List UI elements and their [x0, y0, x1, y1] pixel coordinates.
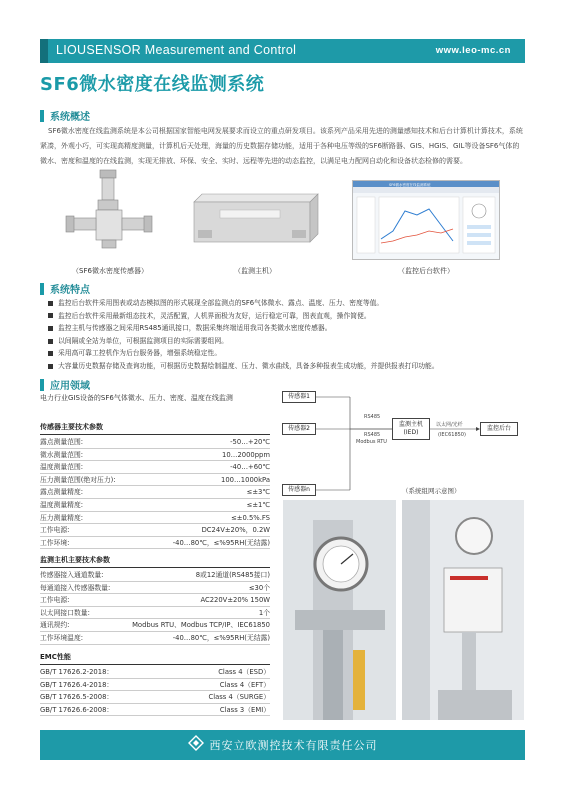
software-screenshot — [352, 180, 500, 260]
table-row: 压力测量精度: ≤±0.5%.FS — [40, 512, 270, 525]
site-photo-right — [402, 500, 524, 720]
sensor-spec-table — [40, 422, 270, 549]
table-row: GB/T 17626.6-2008： Class 3（EMI） — [40, 704, 270, 717]
sensor-1-box: 传感器1 — [282, 391, 316, 403]
application-heading-text: 应用领域 — [50, 381, 90, 392]
heading-bar — [40, 379, 44, 391]
table-row: GB/T 17626.4-2018： Class 4（EFT） — [40, 679, 270, 692]
header-accent — [40, 39, 48, 63]
feature-list — [48, 297, 528, 373]
bullet-icon — [48, 339, 53, 344]
table-row: 温度测量范围: -40…+60℃ — [40, 461, 270, 474]
software-title-text: SF6微水密度在线监测系统 — [389, 183, 431, 187]
application-heading — [40, 377, 90, 392]
table-row: 工作环境温度: -40…80℃，≤%95RH(无结露) — [40, 632, 270, 645]
list-item: 监控主机与传感器之间采用RS485通讯接口，数据采集终端适用我司各类微水密度传感器。 — [48, 322, 528, 335]
features-heading-text: 系统特点 — [50, 285, 90, 296]
overview-text: SF6微水密度在线监测系统是本公司根据国家智能电网发展要求而设立的重点研发项目。该系列产品采用先进的测量感知技术和后台计算机计算技术，系统紧凑，外观小巧，可实现高精度测量，计算机后天处理，海量的历史数据存储功能，适用于各种电压等级的SF6断路器、GIS、HGIS、GIL等设备SF6气体的微水、密度和温度的在线监测，实现无排放、环保、安全、实时、远程等先进的动态监控，以满足电力配网自动化和设备状态检修的需要。 — [40, 127, 523, 165]
heading-bar — [40, 283, 44, 295]
software-caption: （监控后台软件） — [398, 267, 454, 275]
website-url[interactable]: www.leo-mc.cn — [435, 45, 511, 56]
table-row: 微水测量范围: 10…2000ppm — [40, 449, 270, 462]
application-text: 电力行业GIS设备的SF6气体微水、压力、密度、温度在线监测 — [40, 394, 233, 402]
table-row: 温度测量精度: ≤±1℃ — [40, 499, 270, 512]
table-row: GB/T 17626.2-2018： Class 4（ESD） — [40, 666, 270, 679]
sensor-2-box: 传感器2 — [282, 423, 316, 435]
diagram-caption: （系统组网示意图） — [402, 487, 461, 495]
list-item: 以间隔或全站为单位，可根据监测项目的实际需要组网。 — [48, 335, 528, 348]
heading-bar — [40, 110, 44, 122]
site-photo-left — [283, 500, 396, 720]
bullet-icon — [48, 351, 53, 356]
list-item: 大容量历史数据存储及查询功能，可根据历史数据绘制温度、压力、微水曲线，具备多种报表生成功能，并提供报表打印功能。 — [48, 360, 528, 373]
list-item: 采用高可靠工控机作为后台服务器，增强系统稳定性。 — [48, 347, 528, 360]
table-row: 工作电源: AC220V±20% 150W — [40, 594, 270, 607]
company-logo-icon — [188, 735, 204, 755]
overview-heading-text: 系统概述 — [50, 112, 90, 123]
list-item: 监控后台软件采用图表或动态模拟图的形式展现全部监测点的SF6气体微水、露点、温度、压力、密度等值。 — [48, 297, 528, 310]
table-heading: 监测主机主要技术参数 — [40, 555, 270, 568]
table-row: 压力测量范围(绝对压力): 100…1000kPa — [40, 474, 270, 487]
table-row: GB/T 17626.5-2008： Class 4（SURGE） — [40, 691, 270, 704]
backend-box: 监控后台 — [480, 422, 518, 436]
bullet-icon — [48, 364, 53, 369]
header-bar — [40, 39, 525, 63]
rs485-label: RS485 — [364, 432, 381, 438]
overview-heading — [40, 108, 90, 123]
bullet-icon — [48, 313, 53, 318]
host-caption: （监测主机） — [234, 267, 276, 275]
list-item: 监控后台软件采用最新组态技术，灵活配置，人机界面极为友好，运行稳定可靠，图表直观，操作简便。 — [48, 310, 528, 323]
sensor-n-box: 传感器n — [282, 484, 316, 496]
company-name: 西安立欧测控技术有限责任公司 — [209, 739, 378, 752]
emc-spec-table — [40, 652, 270, 716]
table-row: 露点测量范围: -50…+20℃ — [40, 436, 270, 449]
table-row: 露点测量精度: ≤±3℃ — [40, 486, 270, 499]
table-row: 工作电源: DC24V±20%，0.2W — [40, 524, 270, 537]
bullet-icon — [48, 326, 53, 331]
host-image — [190, 190, 320, 254]
table-row: 工作环境: -40…80℃，≤%95RH(无结露) — [40, 537, 270, 550]
table-row: 以太网接口数量: 1个 — [40, 607, 270, 620]
modbus-label: Modbus RTU — [356, 439, 387, 445]
brand-name: LIOUSENSOR Measurement and Control — [56, 43, 297, 57]
network-diagram — [280, 388, 520, 498]
host-ied-box: 监测主机 (IED) — [392, 418, 430, 440]
bullet-icon — [48, 301, 53, 306]
table-row: 每通道接入传感器数量: ≤30个 — [40, 582, 270, 595]
sensor-image — [62, 168, 158, 260]
host-spec-table — [40, 555, 270, 645]
features-heading — [40, 281, 90, 296]
table-heading: EMC性能 — [40, 652, 270, 665]
table-heading: 传感器主要技术参数 — [40, 422, 270, 435]
footer-bar — [40, 730, 525, 760]
sensor-caption: （SF6微水密度传感器） — [72, 267, 148, 275]
table-row: 传感器接入通道数量: 8或12通道(RS485接口) — [40, 569, 270, 582]
ethernet-label: 以太网/光纤 — [436, 422, 463, 428]
iec-label: (IEC61850) — [438, 432, 466, 438]
page-title: SF6微水密度在线监测系统 — [40, 74, 265, 95]
rs485-label: RS485 — [364, 414, 381, 420]
table-row: 通讯规约: Modbus RTU、Modbus TCP/IP、IEC61850 — [40, 619, 270, 632]
